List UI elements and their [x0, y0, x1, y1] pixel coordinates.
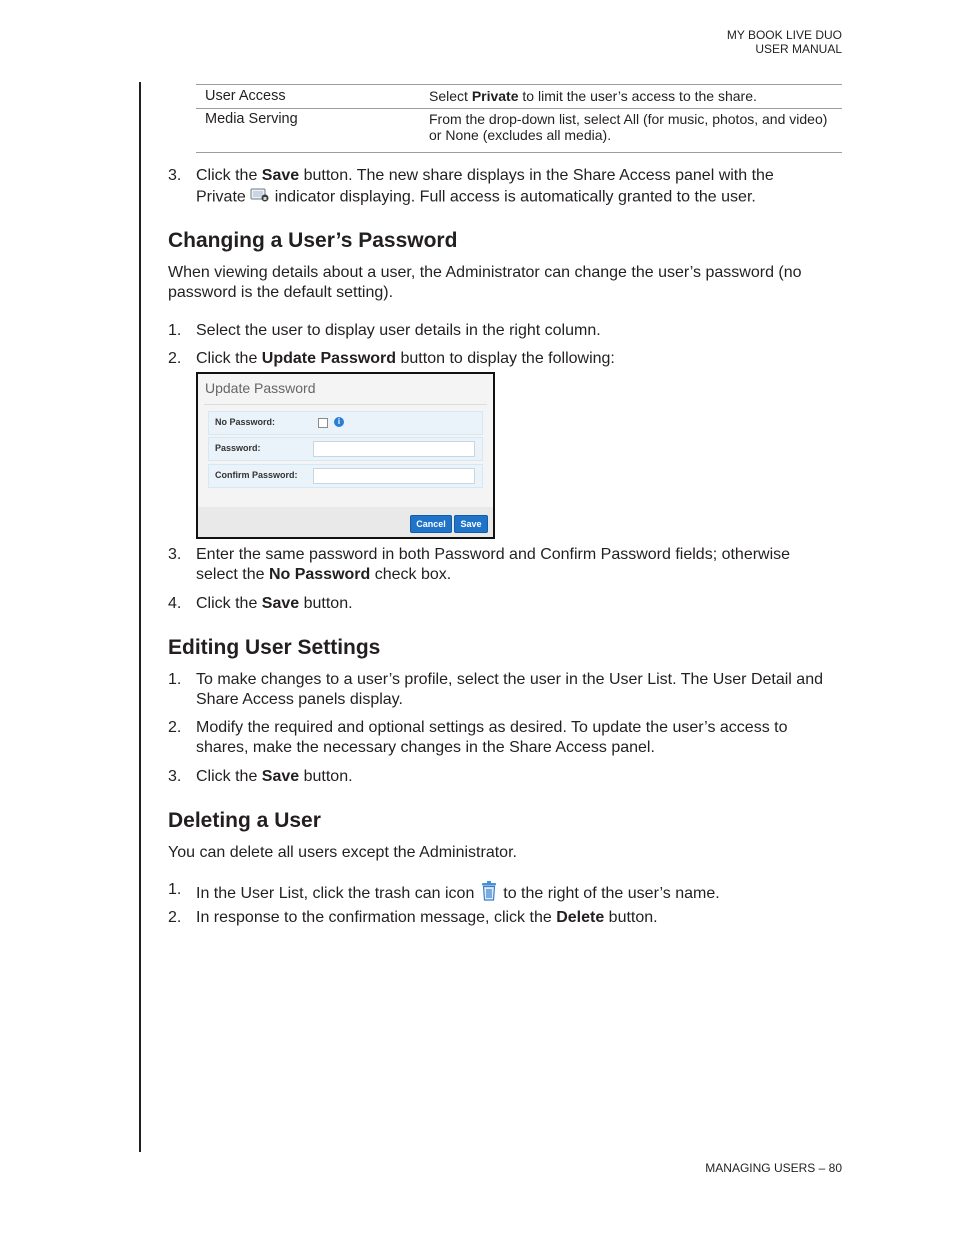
no-password-label: No Password:	[215, 417, 276, 427]
no-password-checkbox[interactable]	[318, 418, 328, 428]
list-item: 3. Click the Save button.	[168, 768, 353, 785]
header-title: MY BOOK LIVE DUO	[726, 28, 842, 42]
no-password-row	[208, 411, 483, 435]
list-item: 1. To make changes to a user’s profile, select the user in the User List. The User Detail and Share Access panels display.	[168, 671, 823, 708]
table-value: Select Private to limit the user’s access to the share.	[429, 85, 842, 109]
password-row	[208, 437, 483, 461]
section-heading: Changing a User’s Password	[168, 229, 458, 252]
table-value: From the drop-down list, select All (for music, photos, and video) or None (excludes all media).	[429, 109, 842, 153]
list-item: 1. Select the user to display user details in the right column.	[168, 322, 601, 339]
password-label: Password:	[215, 443, 261, 453]
list-item: 2. Modify the required and optional settings as desired. To update the user’s access to shares, make the necessary changes in the Share Access panel.	[168, 719, 788, 756]
dialog-title: Update Password	[205, 380, 316, 396]
table-row	[196, 85, 842, 109]
section-heading: Editing User Settings	[168, 636, 381, 659]
settings-table	[196, 84, 842, 153]
list-item: 1. In the User List, click the trash can icon to the right of the user’s name.	[168, 880, 848, 908]
private-share-icon	[250, 186, 270, 209]
section-heading: Deleting a User	[168, 809, 321, 832]
list-item: 2. In response to the confirmation message, click the Delete button.	[168, 909, 658, 926]
margin-rule	[139, 82, 141, 1152]
confirm-password-label: Confirm Password:	[215, 470, 298, 480]
password-field[interactable]	[313, 441, 475, 457]
table-key: Media Serving	[196, 109, 429, 153]
save-button[interactable]: Save	[454, 515, 488, 533]
dialog-footer	[198, 507, 493, 537]
info-icon[interactable]: i	[334, 417, 344, 427]
section-intro: You can delete all users except the Administrator.	[168, 844, 517, 861]
section-intro: When viewing details about a user, the Administrator can change the user’s password (no password is the default setting).	[168, 264, 802, 301]
running-header	[727, 28, 842, 56]
list-item: 3. Enter the same password in both Password and Confirm Password fields; otherwise select the No Password check box.	[168, 546, 791, 583]
divider	[204, 404, 487, 405]
list-item: 2. Click the Update Password button to display the following:	[168, 350, 615, 367]
table-key: User Access	[196, 85, 429, 109]
list-item: 4. Click the Save button.	[168, 595, 353, 612]
list-item: 3. Click the Save button. The new share displays in the Share Access panel with the Private indicator displaying. Full access is automatically granted to the user.	[168, 166, 848, 209]
update-password-dialog	[196, 372, 495, 539]
trash-can-icon	[479, 880, 499, 908]
table-row	[196, 109, 842, 153]
cancel-button[interactable]: Cancel	[410, 515, 452, 533]
confirm-password-field[interactable]	[313, 468, 475, 484]
page-footer: MANAGING USERS – 80	[705, 1161, 842, 1175]
header-subtitle: USER MANUAL	[755, 42, 842, 56]
confirm-password-row	[208, 464, 483, 488]
